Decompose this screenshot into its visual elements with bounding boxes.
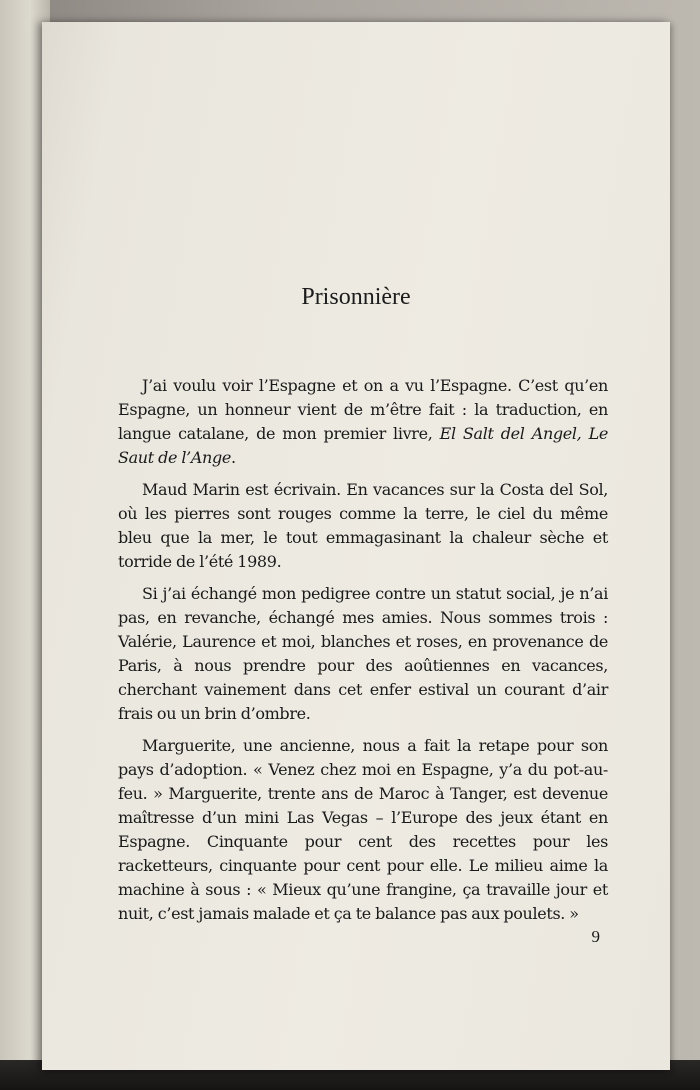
paragraph-1-period: . [231,448,236,467]
paragraph-2: Maud Marin est écrivain. En vacances sur la Costa del Sol, où les pierres sont rouges comme la terre, le ciel du même bleu que la mer, le tout emmagasinant la chaleur sèche et torride de l’été 1989. [118,480,608,571]
paragraph-3: Si j’ai échangé mon pedigree contre un statut social, je n’ai pas, en revanche, échangé mes amies. Nous sommes trois : Valérie, Laurence et moi, blanches et roses, en provenance de Paris, à nous prendre pour des aoûtiennes en vacances, cherchant vainement dans cet enfer estival un courant d’air frais ou un brin d’ombre. [118,584,608,723]
page-number: 9 [591,927,600,946]
chapter-body [118,374,608,926]
paragraph-1-book-title: El Salt del Angel, Le Saut de l’Ange [118,424,608,467]
book-page [42,22,670,1070]
paragraph-1-text: J’ai voulu voir l’Espagne et on a vu l’Espagne. C’est qu’en Espagne, un honneur vient de m’être fait : la traduction, en langue catalane, de mon premier livre, [118,376,608,443]
paragraph-4: Marguerite, une ancienne, nous a fait la retape pour son pays d’adoption. « Venez chez moi en Espagne, y’a du pot-au-feu. » Marguerite, trente ans de Maroc à Tanger, est devenue maîtresse d’un mini Las Vegas – l’Europe des jeux étant en Espagne. Cinquante pour cent des recettes pour les racketteurs, cinquante pour cent pour elle. Le milieu aime la machine à sous : « Mieux qu’une frangine, ça travaille jour et nuit, c’est jamais malade et ça te balance pas aux poulets. » [118,736,608,923]
paragraph-1 [118,374,608,470]
chapter-title: Prisonnière [301,284,411,310]
